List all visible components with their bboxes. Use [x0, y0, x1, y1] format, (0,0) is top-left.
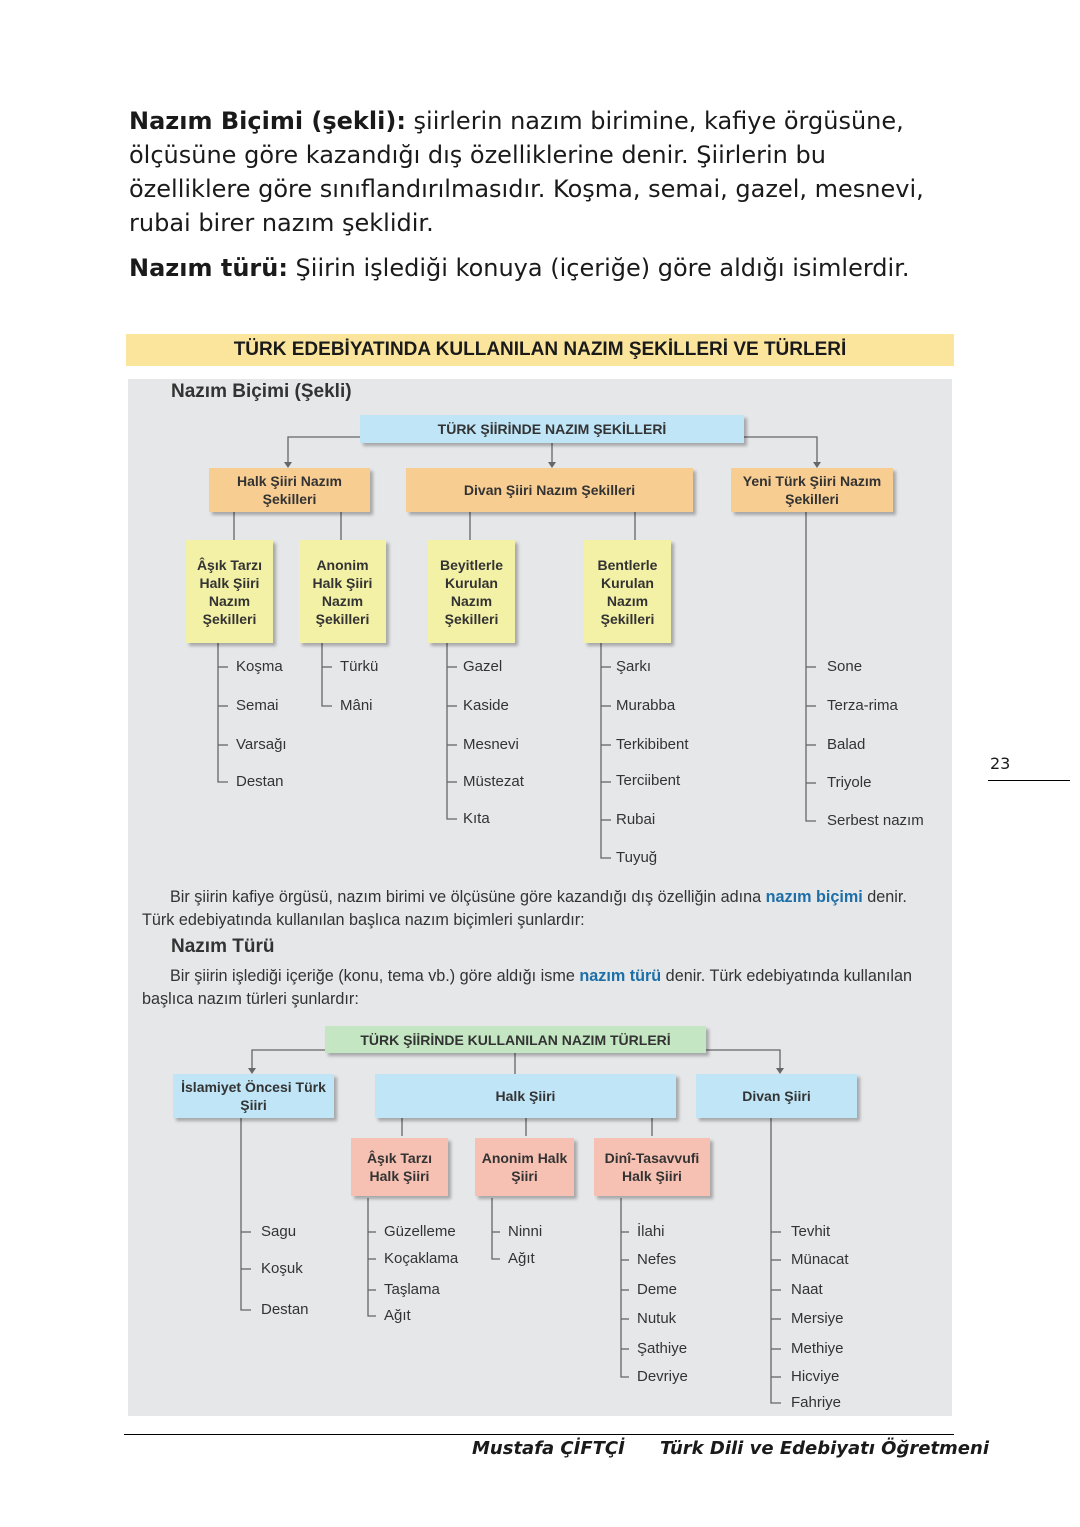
section-banner: TÜRK EDEBİYATINDA KULLANILAN NAZIM ŞEKİLLERİ VE TÜRLERİ — [126, 334, 954, 366]
leaf-yeni-2: Balad — [827, 736, 866, 753]
leaf-anonim-0: Türkü — [340, 658, 379, 675]
intro-term-2: Nazım türü: — [129, 254, 288, 282]
footer-role: Türk Dili ve Edebiyatı Öğretmeni — [660, 1438, 990, 1459]
leaf-asik-2: Varsağı — [236, 736, 287, 753]
node-asik-tarzi: Âşık Tarzı Halk Şiiri Nazım Şekilleri — [186, 540, 273, 643]
node-root-nazim-turleri: TÜRK ŞİİRİNDE KULLANILAN NAZIM TÜRLERİ — [325, 1026, 706, 1053]
intro-term-1: Nazım Biçimi (şekli): — [129, 107, 406, 135]
leaf-asik-0: Koşma — [236, 658, 283, 675]
leaf-dini-0: İlahi — [637, 1223, 665, 1240]
leaf-bent-1: Murabba — [616, 697, 676, 714]
leaf-t2-asik-1: Koçaklama — [384, 1250, 459, 1267]
page-number-rule — [988, 780, 1070, 781]
leaf-bent-5: Tuyuğ — [616, 849, 658, 866]
leaf-dini-2: Deme — [637, 1281, 678, 1298]
footer-rule — [124, 1434, 954, 1435]
leaf-yeni-0: Sone — [827, 658, 863, 675]
leaf-yeni-4: Serbest nazım — [827, 812, 924, 829]
leaf-divan-5: Hicviye — [791, 1368, 840, 1385]
node-halk-siiri: Halk Şiiri — [375, 1074, 676, 1118]
node-dini-tasavvufi: Dinî-Tasavvufi Halk Şiiri — [594, 1138, 710, 1196]
leaf-t2-asik-2: Taşlama — [384, 1281, 440, 1298]
leaf-islamiyet-0: Sagu — [261, 1223, 297, 1240]
leaf-dini-4: Şathiye — [637, 1340, 688, 1357]
leaf-asik-1: Semai — [236, 697, 279, 714]
leaf-divan-6: Fahriye — [791, 1394, 842, 1411]
figure-paragraph-1-b: denir. Türk edebiyatında kullanılan başlıca nazım biçimleri şunlardır: — [142, 888, 907, 929]
leaf-yeni-3: Triyole — [827, 774, 872, 791]
node-asik-tarzi-halk: Âşık Tarzı Halk Şiiri — [351, 1138, 448, 1196]
node-islamiyet-oncesi: İslamiyet Öncesi Türk Şiiri — [173, 1074, 334, 1118]
leaf-t2-asik-3: Ağıt — [384, 1307, 411, 1324]
node-anonim-halk: Anonim Halk Şiiri — [475, 1138, 574, 1196]
intro-text-2: Şiirin işlediği konuya (içeriğe) göre aldığı isimlerdir. — [287, 254, 910, 282]
leaf-divan-2: Naat — [791, 1281, 823, 1298]
leaf-divan-1: Münacat — [791, 1251, 849, 1268]
leaf-islamiyet-2: Destan — [261, 1301, 309, 1318]
figure-paragraph-1-highlight: nazım biçimi — [765, 888, 863, 906]
page-number: 23 — [990, 754, 1011, 773]
leaf-t2-anonim-1: Ağıt — [508, 1250, 535, 1267]
node-halk-nazim-sekilleri: Halk Şiiri Nazım Şekilleri — [209, 468, 370, 512]
section-title-nazim-bicimi: Nazım Biçimi (Şekli) — [171, 381, 352, 402]
node-anonim: Anonim Halk Şiiri Nazım Şekilleri — [299, 540, 386, 643]
leaf-divan-4: Methiye — [791, 1340, 844, 1357]
figure-paragraph-1-a: Bir şiirin kafiye örgüsü, nazım birimi ve ölçüsüne göre kazandığı dış özelliğin adına — [170, 888, 766, 906]
leaf-bent-2: Terkibibent — [616, 736, 689, 753]
leaf-bent-4: Rubai — [616, 811, 656, 828]
node-divan-nazim-sekilleri: Divan Şiiri Nazım Şekilleri — [406, 468, 693, 512]
leaf-beyit-3: Müstezat — [463, 773, 524, 790]
node-root-nazim-sekilleri: TÜRK ŞİİRİNDE NAZIM ŞEKİLLERİ — [360, 415, 744, 443]
figure-paragraph-2-b: denir. Türk edebiyatında kullanılan başlıca nazım türleri şunlardır: — [142, 967, 912, 1008]
leaf-beyit-4: Kıta — [463, 810, 490, 827]
leaf-beyit-0: Gazel — [463, 658, 503, 675]
node-divan-siiri: Divan Şiiri — [696, 1074, 857, 1118]
leaf-t2-asik-0: Güzelleme — [384, 1223, 456, 1240]
leaf-bent-0: Şarkı — [616, 658, 652, 675]
footer-author: Mustafa ÇİFTÇİ — [472, 1438, 625, 1459]
leaf-islamiyet-1: Koşuk — [261, 1260, 303, 1277]
leaf-dini-1: Nefes — [637, 1251, 677, 1268]
leaf-bent-3: Terciibent — [616, 772, 681, 789]
node-bentlerle: Bentlerle Kurulan Nazım Şekilleri — [584, 540, 671, 643]
leaf-divan-3: Mersiye — [791, 1310, 844, 1327]
leaf-divan-0: Tevhit — [791, 1223, 831, 1240]
section-title-nazim-turu: Nazım Türü — [171, 936, 275, 957]
intro-text-1: şiirlerin nazım birimine, kafiye örgüsüne, ölçüsüne göre kazandığı dış özelliklerine denir. Şiirlerin bu özelliklere göre sınıflandırılmasıdır. Koşma, semai, gazel, mesnevi, rubai birer nazım şeklidir. — [129, 107, 924, 237]
leaf-t2-anonim-0: Ninni — [508, 1223, 543, 1240]
leaf-dini-3: Nutuk — [637, 1310, 677, 1327]
leaf-anonim-1: Mâni — [340, 697, 373, 714]
node-beyitlerle: Beyitlerle Kurulan Nazım Şekilleri — [428, 540, 515, 643]
leaf-dini-5: Devriye — [637, 1368, 688, 1385]
leaf-beyit-2: Mesnevi — [463, 736, 519, 753]
figure-paragraph-2-highlight: nazım türü — [579, 967, 662, 985]
leaf-asik-3: Destan — [236, 773, 284, 790]
figure-paragraph-1 — [142, 886, 942, 932]
figure-paragraph-2 — [142, 965, 942, 1011]
leaf-yeni-1: Terza-rima — [827, 697, 898, 714]
node-yeni-nazim-sekilleri: Yeni Türk Şiiri Nazım Şekilleri — [731, 468, 893, 512]
leaf-beyit-1: Kaside — [463, 697, 509, 714]
figure-paragraph-2-a: Bir şiirin işlediği içeriğe (konu, tema vb.) göre aldığı isme — [170, 967, 580, 985]
